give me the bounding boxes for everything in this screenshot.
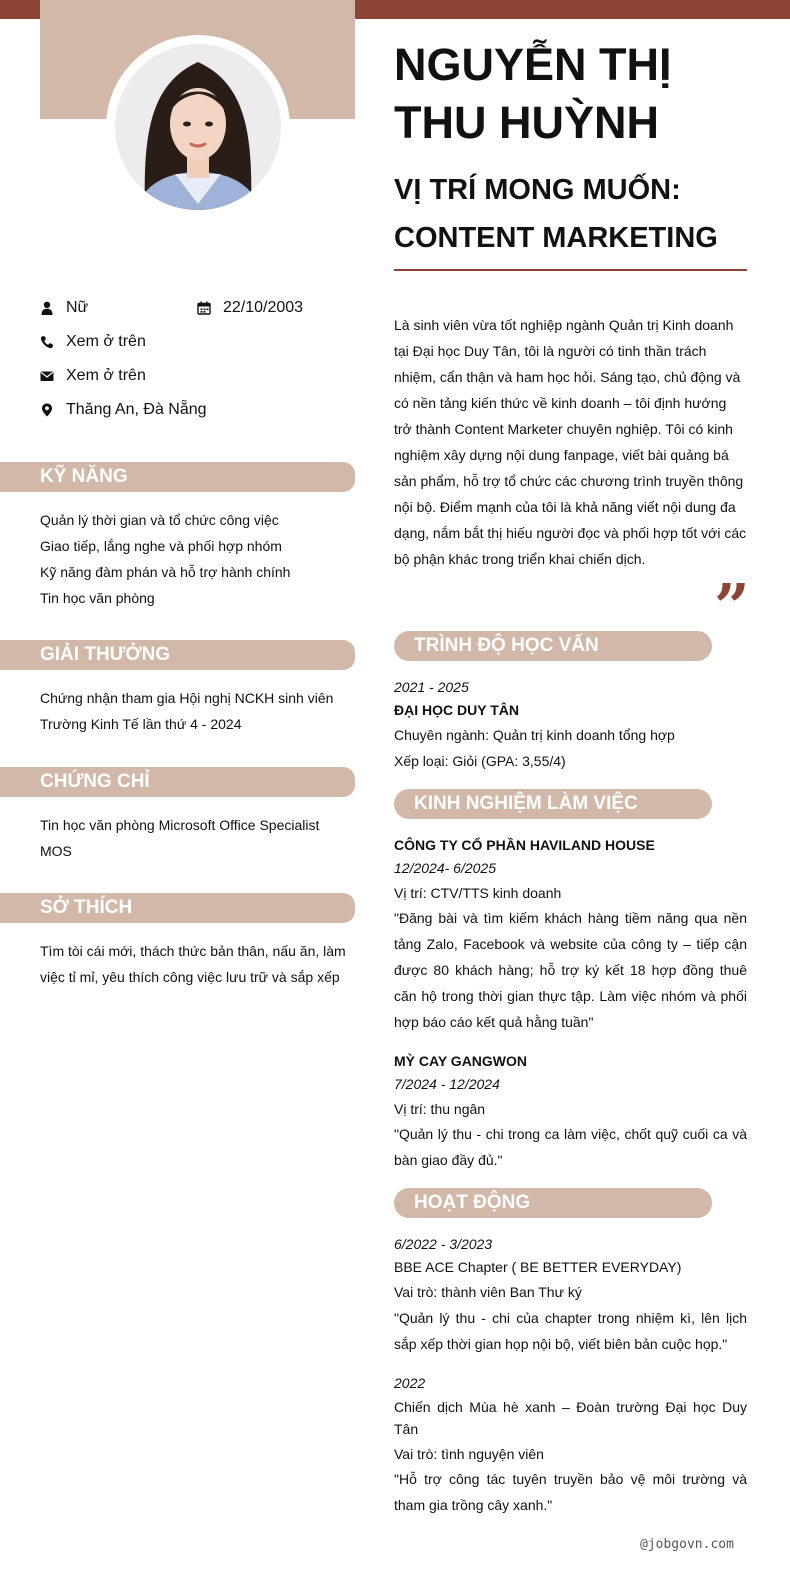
job-period: 12/2024- 6/2025 (394, 860, 496, 876)
skill-item: Quản lý thời gian và tổ chức công việc (40, 512, 279, 528)
job-company: CÔNG TY CỔ PHẦN HAVILAND HOUSE (394, 837, 655, 853)
activity-organization: BBE ACE Chapter ( BE BETTER EVERYDAY) (394, 1259, 682, 1275)
skills-header: KỸ NĂNG (0, 462, 355, 492)
activities-header: HOẠT ĐỘNG (394, 1188, 712, 1218)
birthdate-value: 22/10/2003 (223, 299, 304, 316)
person-icon (40, 301, 54, 315)
phone-icon (40, 335, 54, 349)
contact-gender (40, 298, 88, 318)
hobbies-header: SỞ THÍCH (0, 893, 355, 923)
education-period: 2021 - 2025 (394, 679, 469, 695)
title-divider (394, 269, 747, 271)
hobbies-text: Tìm tòi cái mới, thách thức bản thân, nấu ăn, làm việc tỉ mỉ, yêu thích công việc lưu trữ và sắp xếp (40, 943, 346, 985)
contact-birthdate (197, 298, 303, 318)
contact-address (40, 400, 207, 420)
education-grade: Xếp loại: Giỏi (GPA: 3,55/4) (394, 753, 566, 769)
phone-value: Xem ở trên (66, 333, 146, 350)
envelope-icon (40, 369, 54, 383)
activity-role: Vai trò: thành viên Ban Thư ký (394, 1284, 582, 1300)
job-role: Vị trí: thu ngân (394, 1101, 486, 1117)
desired-position: VỊ TRÍ MONG MUỐN: CONTENT MARKETING (394, 174, 718, 254)
portrait-illustration (115, 44, 281, 210)
job-role: Vị trí: CTV/TTS kinh doanh (394, 885, 562, 901)
skills-list (40, 507, 355, 611)
skill-item: Giao tiếp, lắng nghe và phối hợp nhóm (40, 538, 282, 554)
job-description: "Quản lý thu - chi trong ca làm việc, chốt quỹ cuối ca và bàn giao đầy đủ." (394, 1126, 747, 1168)
gender-value: Nữ (66, 299, 89, 316)
email-value: Xem ở trên (66, 367, 146, 384)
contact-email (40, 366, 146, 386)
activity-organization: Chiến dịch Mùa hè xanh – Đoàn trường Đại học Duy Tân (394, 1399, 747, 1437)
career-summary: Là sinh viên vừa tốt nghiệp ngành Quản trị Kinh doanh tại Đại học Duy Tân, tôi là người có tinh thần trách nhiệm, cẩn thận và ham học hỏi. Sáng tạo, chủ động và có nền tảng kiến thức về kinh doanh – tôi định hướng trở thành Content Marketer chuyên nghiệp. Tôi có kinh nghiệm xây dựng nội dung fanpage, viết bài quảng bá sản phẩm, hỗ trợ tổ chức các chương trình truyền thông nội bộ. Điểm mạnh của tôi là khả năng viết nội dung đa dạng, nắm bắt thị hiếu người đọc và phối hợp tốt với các bộ phận khác trong triển khai chiến dịch. (394, 317, 747, 567)
skill-item: Kỹ năng đàm phán và hỗ trợ hành chính (40, 564, 291, 580)
location-pin-icon (40, 403, 54, 417)
education-major: Chuyên ngành: Quản trị kinh doanh tổng hợp (394, 727, 675, 743)
activity-description: "Hỗ trợ công tác tuyên truyền bảo vệ môi trường và tham gia trồng cây xanh." (394, 1471, 747, 1513)
calendar-icon (197, 301, 211, 315)
quote-icon: ” (714, 570, 750, 643)
education-header: TRÌNH ĐỘ HỌC VẤN (394, 631, 712, 661)
address-value: Thăng An, Đà Nẵng (66, 401, 207, 418)
contact-phone (40, 332, 146, 352)
awards-text: Chứng nhận tham gia Hội nghị NCKH sinh viên Trường Kinh Tế lần thứ 4 - 2024 (40, 690, 334, 732)
activity-role: Vai trò: tình nguyện viên (394, 1446, 544, 1462)
certificates-header: CHỨNG CHỈ (0, 767, 355, 797)
job-description: "Đăng bài và tìm kiếm khách hàng tiềm năng qua nền tảng Zalo, Facebook và website của công ty – tiếp cận được 80 khách hàng; hỗ trợ ký kết 18 hợp đồng thuê căn hộ trong thời gian thực tập. Làm việc nhóm và phối hợp báo cáo kết quả hằng tuần" (394, 910, 747, 1030)
skill-item: Tin học văn phòng (40, 590, 155, 606)
candidate-name: NGUYỄN THỊ THU HUỲNH (394, 39, 672, 148)
avatar-photo (115, 44, 281, 210)
job-period: 7/2024 - 12/2024 (394, 1076, 500, 1092)
activity-period: 6/2022 - 3/2023 (394, 1236, 493, 1252)
activity-period: 2022 (394, 1375, 426, 1391)
job-company: MỲ CAY GANGWON (394, 1053, 528, 1069)
education-school: ĐẠI HỌC DUY TÂN (394, 702, 519, 718)
watermark: @jobgovn.com (640, 1537, 734, 1552)
experience-header: KINH NGHIỆM LÀM VIỆC (394, 789, 712, 819)
avatar (106, 35, 290, 219)
awards-header: GIẢI THƯỞNG (0, 640, 355, 670)
activity-description: "Quản lý thu - chi của chapter trong nhiệm kì, lên lịch sắp xếp thời gian họp nội bộ, viết biên bản cuộc họp." (394, 1310, 747, 1352)
certificates-text: Tin học văn phòng Microsoft Office Specialist MOS (40, 817, 320, 859)
